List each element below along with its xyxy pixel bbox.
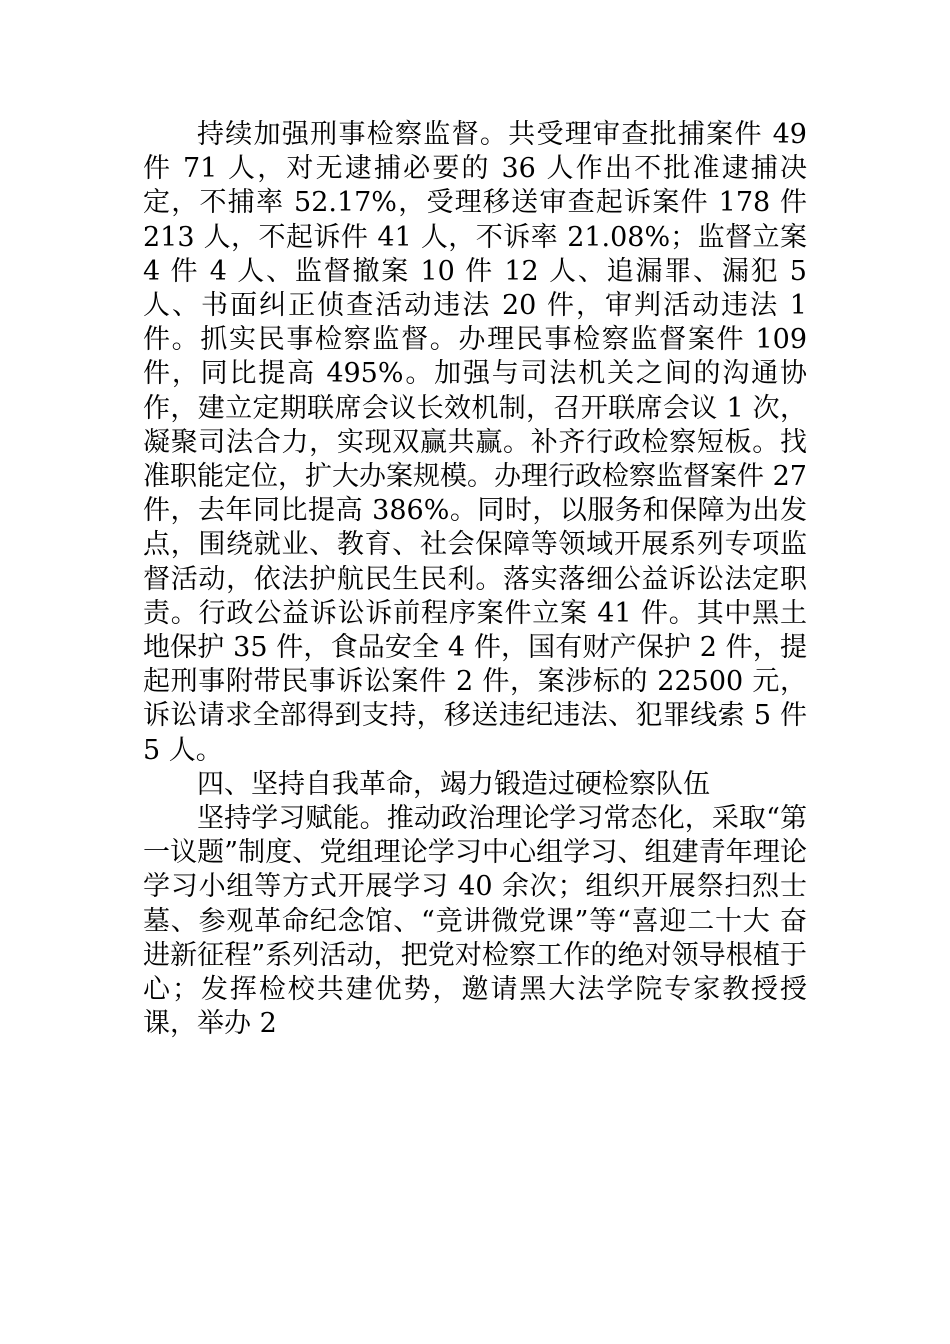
document-body	[143, 118, 807, 1041]
paragraph-study-empowerment: 坚持学习赋能。推动政治理论学习常态化，采取“第一议题”制度、党组理论学习中心组学习、组建青年理论学习小组等方式开展学习 40 余次；组织开展祭扫烈士墓、参观革命纪念馆、“竞讲微党课”等“喜迎二十大 奋进新征程”系列活动，把党对检察工作的绝对领导根植于心；发挥检校共建优势，邀请黑大法学院专家教授授课，举办 2	[143, 803, 807, 1040]
section-heading: 四、坚持自我革命，竭力锻造过硬检察队伍	[197, 768, 710, 800]
paragraph-criminal-civil-admin-supervision: 持续加强刑事检察监督。共受理审查批捕案件 49 件 71 人，对无逮捕必要的 36 人作出不批准逮捕决定，不捕率 52.17%，受理移送审查起诉案件 178 件 213 人，不起诉件 41 人，不诉率 21.08%；监督立案 4 件 4 人、监督撤案 10 件 12 人、追漏罪、漏犯 5 人、书面纠正侦查活动违法 20 件，审判活动违法 1 件。抓实民事检察监督。办理民事检察监督案件 109 件，同比提高 495%。加强与司法机关之间的沟通协作，建立定期联席会议长效机制，召开联席会议 1 次，凝聚司法合力，实现双赢共赢。补齐行政检察短板。找准职能定位，扩大办案规模。办理行政检察监督案件 27 件，去年同比提高 386%。同时，以服务和保障为出发点，围绕就业、教育、社会保障等领域开展系列专项监督活动，依法护航民生民利。落实落细公益诉讼法定职责。行政公益诉讼诉前程序案件立案 41 件。其中黑土地保护 35 件，食品安全 4 件，国有财产保护 2 件，提起刑事附带民事诉讼案件 2 件，案涉标的 22500 元，诉讼请求全部得到支持，移送违纪违法、犯罪线索 5 件 5 人。	[143, 119, 807, 766]
